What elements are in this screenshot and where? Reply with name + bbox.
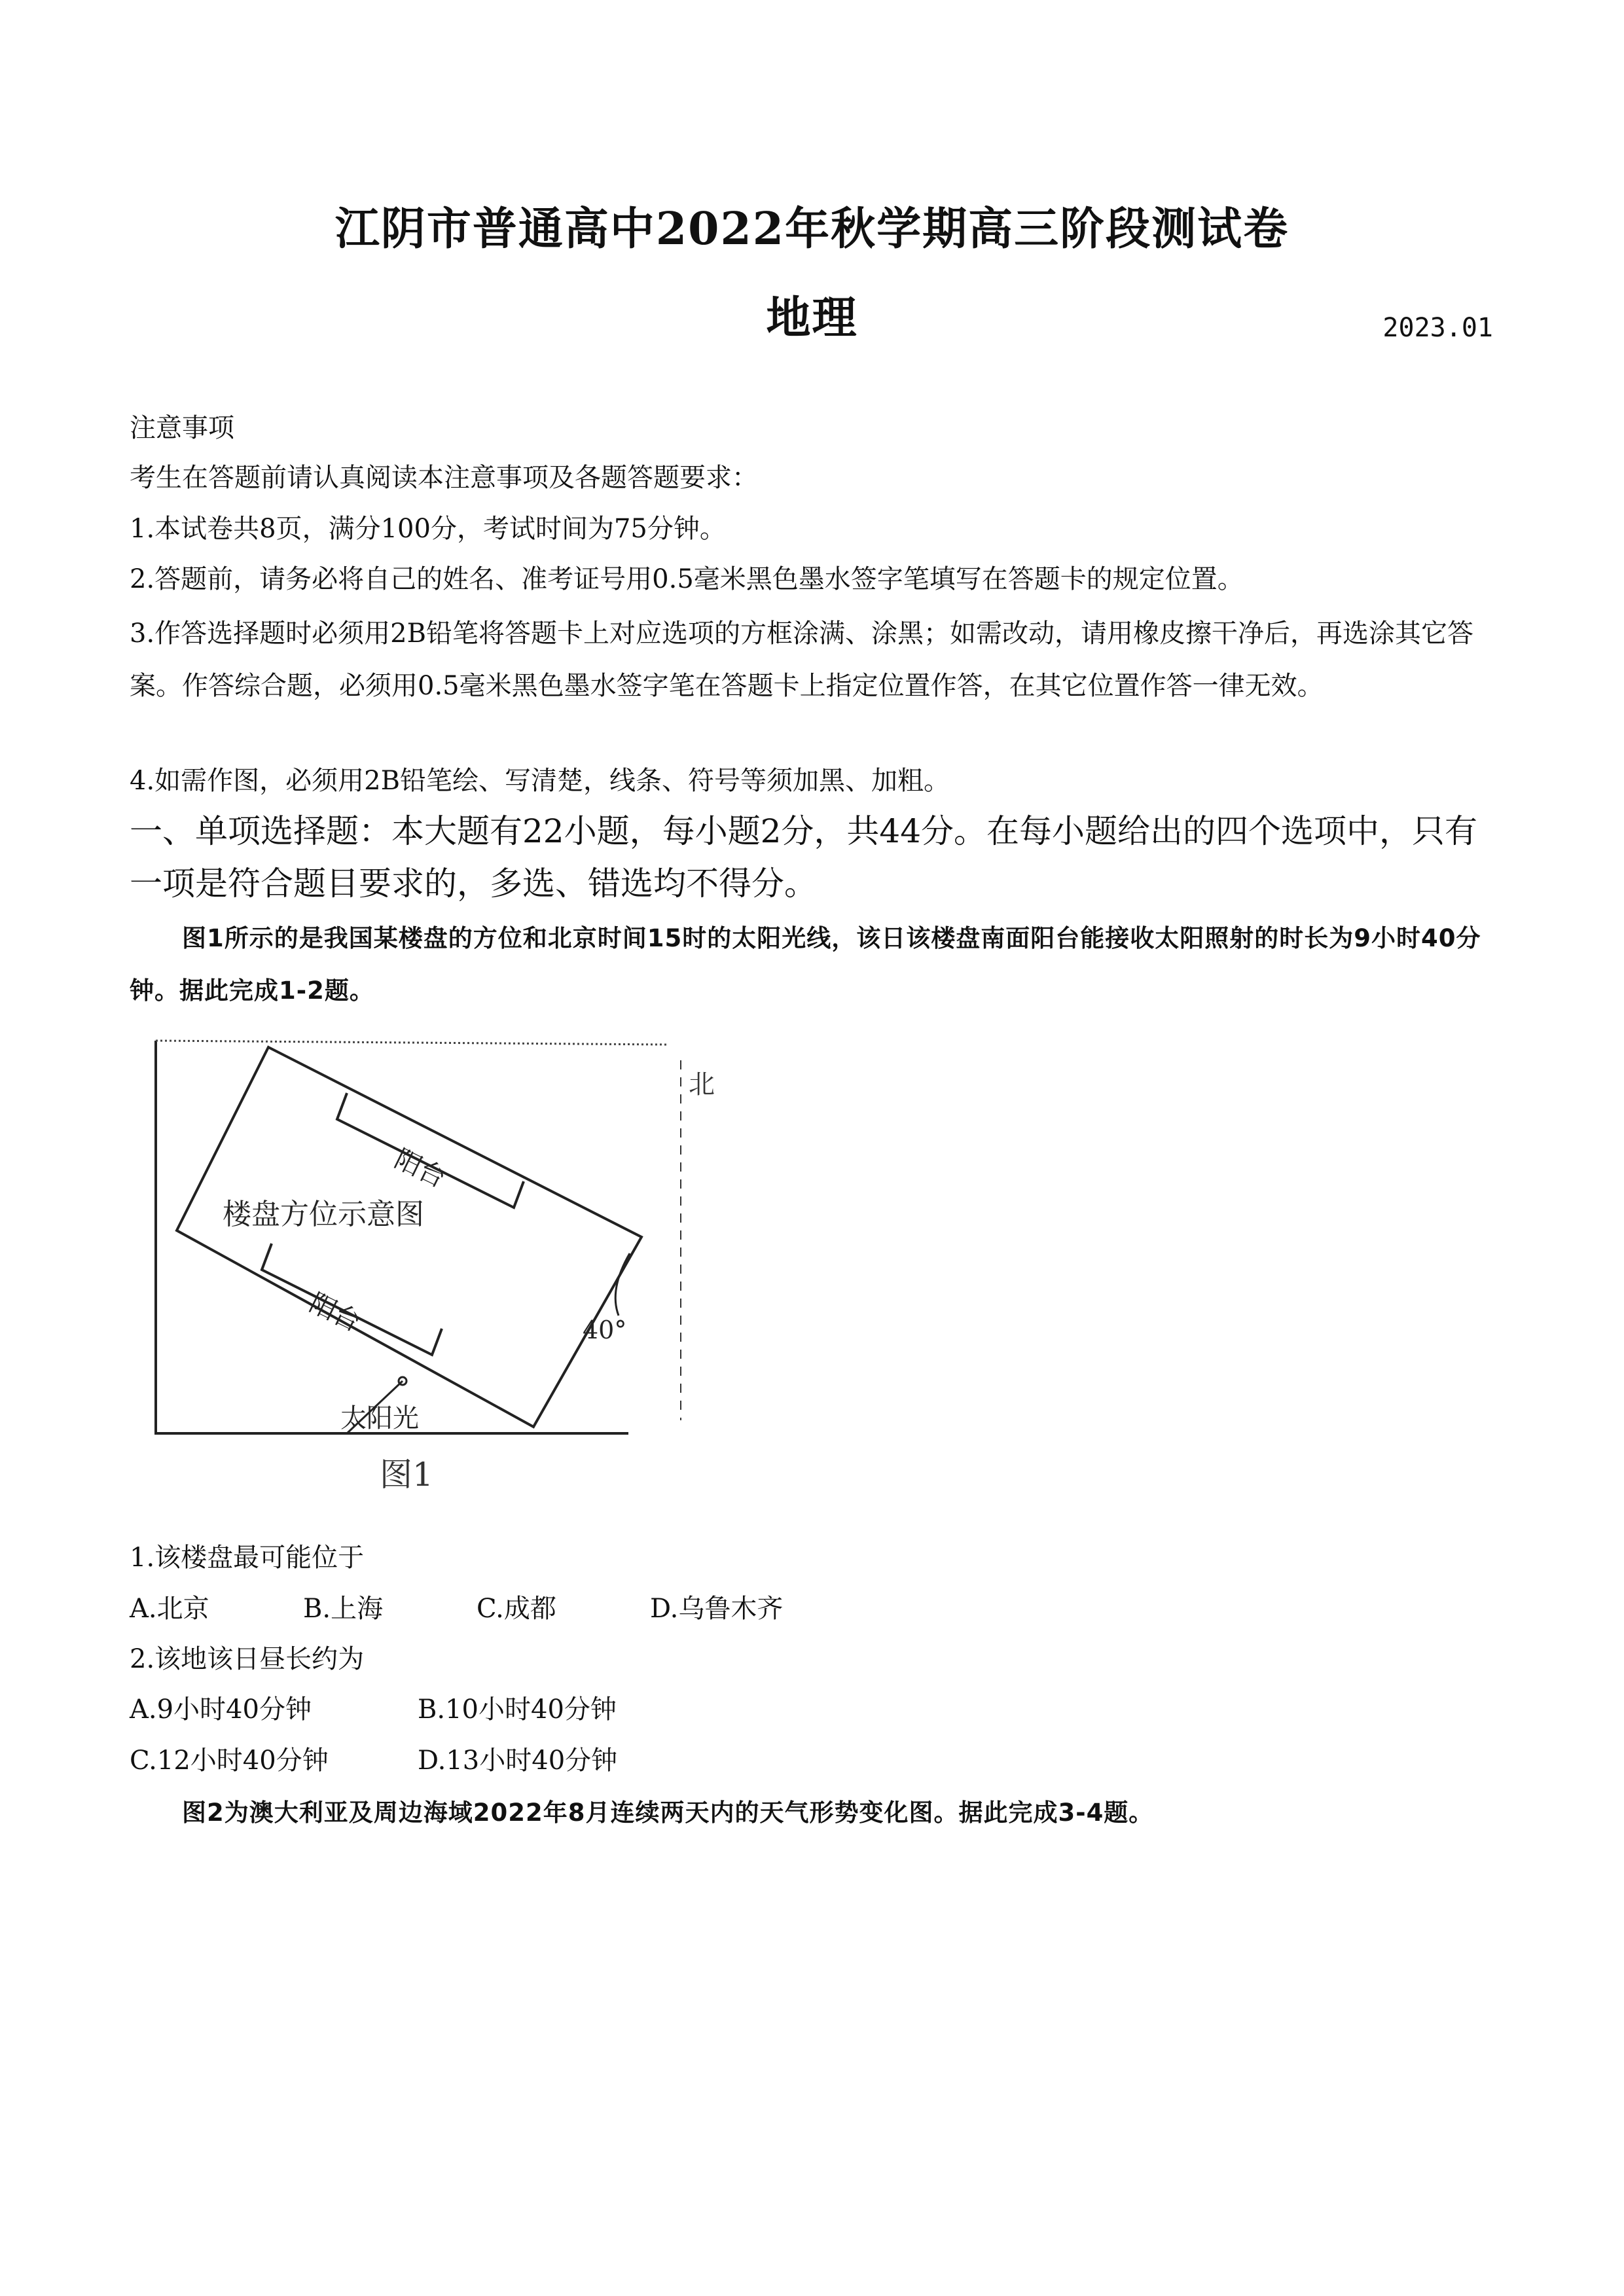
- q1-option-d[interactable]: D.乌鲁木齐: [650, 1594, 784, 1624]
- material-1: 图1所示的是我国某楼盘的方位和北京时间15时的太阳光线，该日该楼盘南面阳台能接收太阳照射的时长为9小时40分钟。据此完成1-2题。: [130, 924, 1481, 1005]
- question-1-options: [130, 1589, 783, 1628]
- angle-label: 40°: [583, 1316, 627, 1344]
- notice-item-3: 3.作答选择题时必须用2B铅笔将答题卡上对应选项的方框涂满、涂黑；如需改动，请用橡皮擦干净后，再选涂其它答案。作答综合题，必须用0.5毫米黑色墨水签字笔在答题卡上指定位置作答，在其它位置作答一律无效。: [130, 619, 1474, 701]
- south-balcony: [262, 1244, 442, 1355]
- q1-option-c[interactable]: C.成都: [477, 1594, 556, 1624]
- question-2-options-row-2: [130, 1741, 617, 1780]
- north-label: 北: [689, 1069, 715, 1100]
- notice-item-1: 1.本试卷共8页，满分100分，考试时间为75分钟。: [130, 514, 726, 544]
- section-heading: 一、单项选择题：本大题有22小题，每小题2分，共44分。在每小题给出的四个选项中，只有一项是符合题目要求的，多选、错选均不得分。: [130, 812, 1478, 903]
- figure-1-caption: 图1: [380, 1456, 433, 1494]
- material-2: 图2为澳大利亚及周边海域2022年8月连续两天内的天气形势变化图。据此完成3-4题。: [182, 1799, 1154, 1827]
- building-label: 楼盘方位示意图: [223, 1198, 424, 1231]
- question-2-stem: 2.该地该日昼长约为: [130, 1644, 365, 1674]
- balcony-south-label: 阳台: [304, 1287, 365, 1338]
- sunlight-label: 太阳光: [340, 1403, 419, 1433]
- notice-intro: 考生在答题前请认真阅读本注意事项及各题答题要求：: [130, 463, 758, 493]
- frame-left-bottom: [156, 1041, 628, 1433]
- q2-option-a[interactable]: A.9小时40分钟: [130, 1695, 312, 1725]
- notice-heading: 注意事项: [130, 413, 234, 443]
- question-1-stem: 1.该楼盘最可能位于: [130, 1543, 365, 1573]
- q2-option-b[interactable]: B.10小时40分钟: [418, 1695, 617, 1725]
- exam-date: 2023.01: [1382, 313, 1493, 343]
- figure-1-building-orientation: [151, 1028, 715, 1505]
- question-2-options-row-1: [130, 1690, 617, 1729]
- q1-option-b[interactable]: B.上海: [303, 1594, 384, 1624]
- notice-item-4: 4.如需作图，必须用2B铅笔绘、写清楚，线条、符号等须加黑、加粗。: [130, 766, 950, 796]
- subject-title: 地理: [766, 292, 858, 344]
- building-outline: [177, 1047, 641, 1427]
- q2-option-c[interactable]: C.12小时40分钟: [130, 1746, 329, 1776]
- q2-option-d[interactable]: D.13小时40分钟: [418, 1746, 618, 1776]
- notice-item-2: 2.答题前，请务必将自己的姓名、准考证号用0.5毫米黑色墨水签字笔填写在答题卡的规定位置。: [130, 564, 1244, 594]
- exam-title: 江阴市普通高中2022年秋学期高三阶段测试卷: [334, 203, 1290, 255]
- frame-top: [156, 1041, 668, 1045]
- q1-option-a[interactable]: A.北京: [130, 1594, 209, 1624]
- balcony-north-label: 阳台: [389, 1143, 450, 1194]
